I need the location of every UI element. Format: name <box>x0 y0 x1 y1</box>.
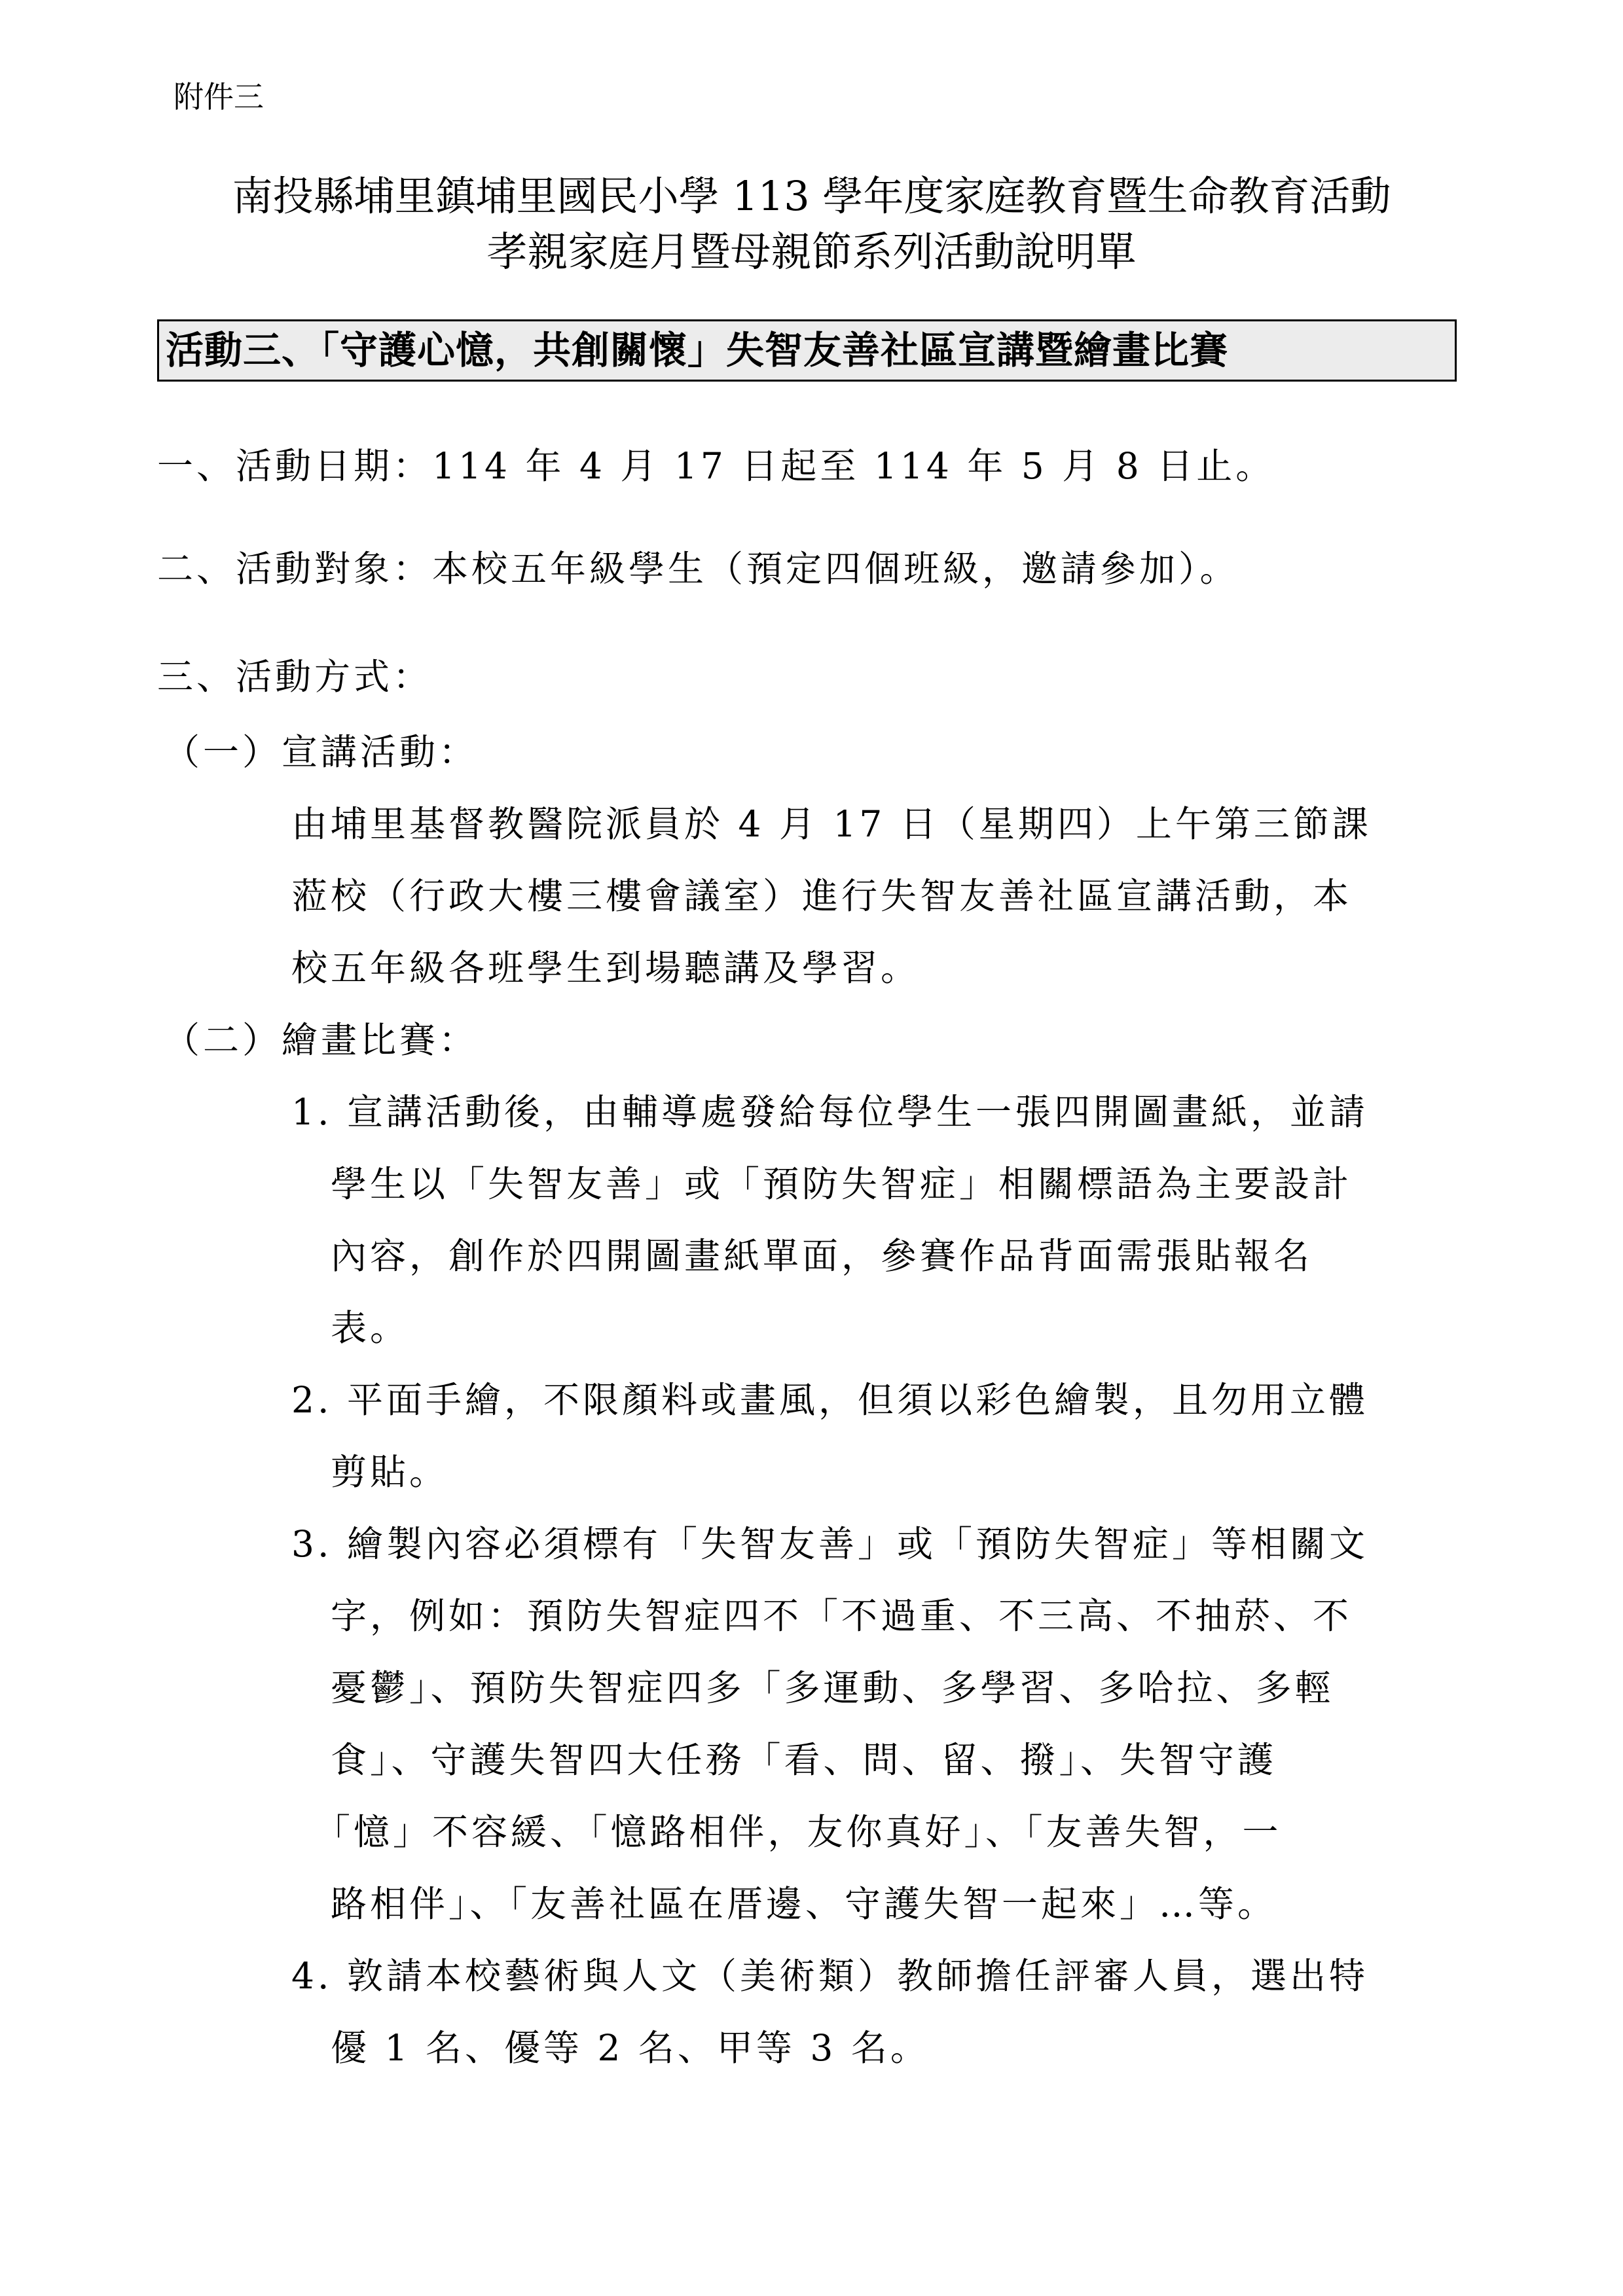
talk-paragraph-line: 校五年級各班學生到場聽講及學習。 <box>291 947 921 989</box>
document-title-line1: 南投縣埔里鎮埔里國民小學 113 學年度家庭教育暨生命教育活動 <box>232 172 1391 220</box>
activity-target-line: 二、活動對象：本校五年級學生（預定四個班級，邀請參加）。 <box>157 548 1239 590</box>
talk-paragraph-line: 由埔里基督教醫院派員於 4 月 17 日（星期四）上午第三節課 <box>291 803 1372 845</box>
rule-item-2-continued: 剪貼。 <box>331 1451 449 1493</box>
rule-item-3-continued: 「憶」不容緩、「憶路相伴，友你真好」、「友善失智，一 <box>314 1811 1282 1853</box>
rule-item-3-continued: 憂鬱」、預防失智症四多「多運動、多學習、多哈拉、多輕 <box>331 1667 1334 1709</box>
rule-item-1: 1. 宣講活動後，由輔導處發給每位學生一張四開圖畫紙，並請 <box>291 1091 1368 1133</box>
talk-paragraph-line: 蒞校（行政大樓三樓會議室）進行失智友善社區宣講活動，本 <box>291 875 1353 917</box>
rule-item-2: 2. 平面手繪，不限顏料或畫風，但須以彩色繪製，且勿用立體 <box>291 1379 1368 1421</box>
activity-heading-box: 活動三、「守護心憶，共創關懷」失智友善社區宣講暨繪畫比賽 <box>157 319 1457 382</box>
subsection-drawing-heading: （二）繪畫比賽： <box>164 1019 479 1061</box>
rule-item-3-continued: 路相伴」、「友善社區在厝邊、守護失智一起來」…等。 <box>331 1883 1277 1925</box>
rule-item-4-continued: 優 1 名、優等 2 名、甲等 3 名。 <box>331 2027 930 2069</box>
rule-item-4: 4. 敦請本校藝術與人文（美術類）教師擔任評審人員，選出特 <box>291 1955 1368 1997</box>
rule-item-1-continued: 內容，創作於四開圖畫紙單面，參賽作品背面需張貼報名 <box>331 1235 1313 1277</box>
activity-method-heading: 三、活動方式： <box>157 656 433 698</box>
activity-date-line: 一、活動日期：114 年 4 月 17 日起至 114 年 5 月 8 日止。 <box>157 445 1275 487</box>
rule-item-3-continued: 食」、守護失智四大任務「看、問、留、撥」、失智守護 <box>331 1739 1277 1781</box>
document-title-line2: 孝親家庭月暨母親節系列活動說明單 <box>486 228 1137 276</box>
subsection-talk-heading: （一）宣講活動： <box>164 731 479 773</box>
rule-item-3-continued: 字，例如：預防失智症四不「不過重、不三高、不抽菸、不 <box>331 1595 1353 1637</box>
rule-item-1-continued: 學生以「失智友善」或「預防失智症」相關標語為主要設計 <box>331 1163 1353 1205</box>
attachment-label: 附件三 <box>173 79 264 115</box>
rule-item-3: 3. 繪製內容必須標有「失智友善」或「預防失智症」等相關文 <box>291 1523 1368 1565</box>
rule-item-1-continued: 表。 <box>331 1307 410 1349</box>
